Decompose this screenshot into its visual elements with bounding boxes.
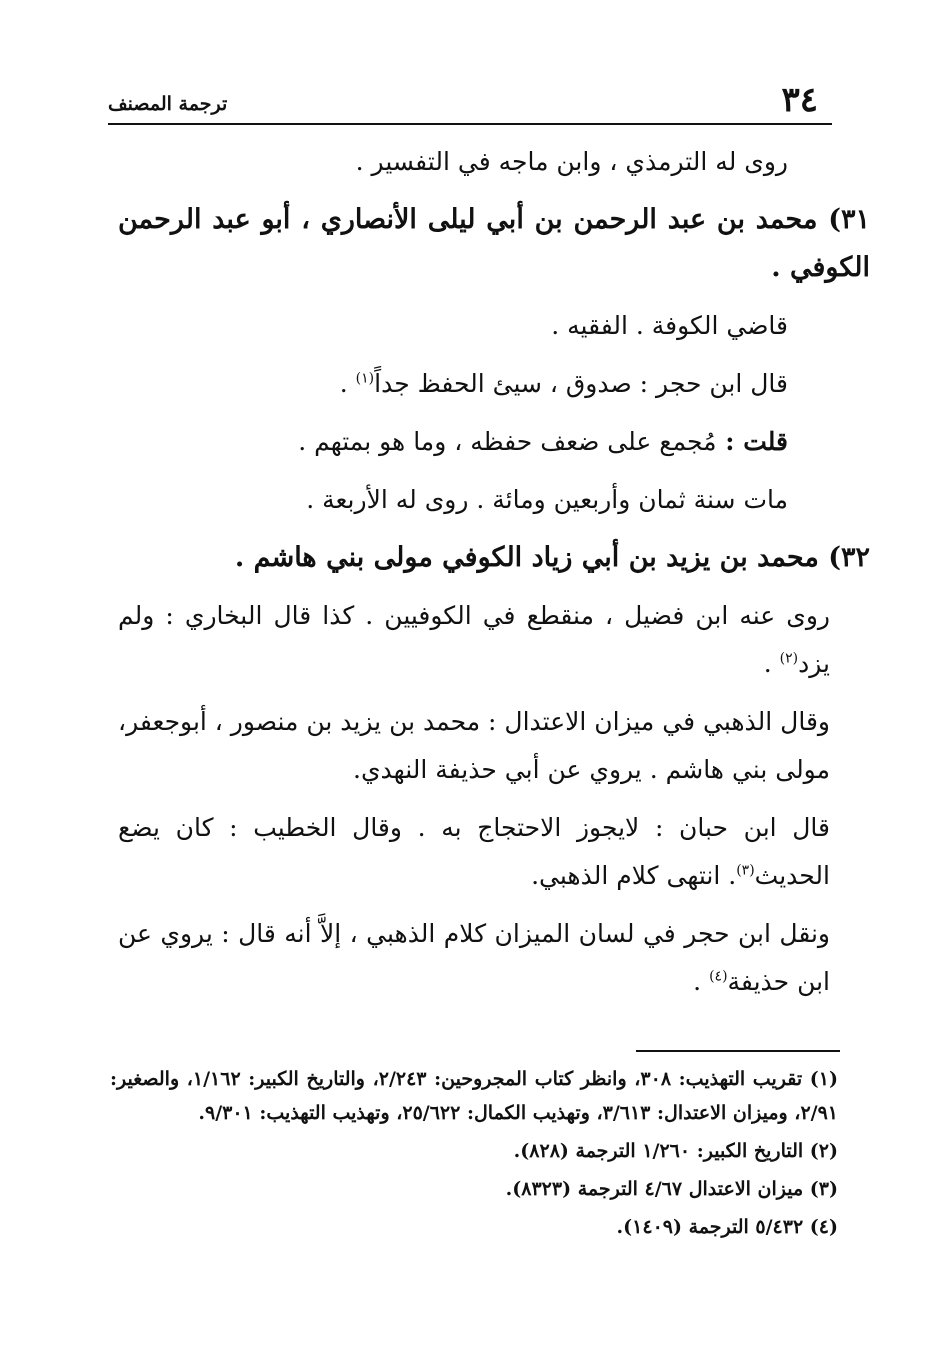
paragraph-text: . <box>693 967 710 996</box>
paragraph-text: مات سنة ثمان وأربعين ومائة . روى له الأربعة . <box>306 485 788 514</box>
paragraph-narrators <box>118 138 830 186</box>
paragraph-text: . <box>763 649 780 678</box>
running-title: ترجمة المصنف <box>108 93 228 115</box>
footnote: (١) تقريب التهذيب: ٣٠٨، وانظر كتاب المجروحين: ٢/٢٤٣، والتاريخ الكبير: ١/١٦٢، والصغير: ٢/٩١، وميزان الاعتدال: ٣/٦١٣، وتهذيب الكمال: ٢٥/٦٢٢، وتهذيب التهذيب: ٩/٣٠١. <box>110 1068 838 1124</box>
page-number: ٣٤ <box>781 80 818 120</box>
footnote-ref[interactable]: (٢) <box>779 650 799 667</box>
entry-32-paragraph <box>118 910 830 1006</box>
entry-32-paragraph <box>118 804 830 900</box>
header-rule <box>108 123 832 125</box>
paragraph-text: قاضي الكوفة . الفقيه . <box>551 311 788 340</box>
footnote: (٤) ٥/٤٣٢ الترجمة (١٤٠٩). <box>616 1216 838 1238</box>
main-text <box>118 138 870 1016</box>
paragraph-text: . <box>339 369 356 398</box>
page-header <box>108 78 832 126</box>
paragraph-text: روى له الترمذي ، وابن ماجه في التفسير . <box>355 147 788 176</box>
paragraph-lead: قلت : <box>716 427 788 456</box>
footnote: (٢) التاريخ الكبير: ١/٢٦٠ الترجمة (٨٢٨). <box>513 1140 838 1162</box>
footnote-ref[interactable]: (٣) <box>736 862 755 879</box>
footnote-ref[interactable]: (٤) <box>709 968 728 985</box>
entry-31-paragraph <box>118 418 830 466</box>
footnote-rule <box>636 1050 840 1052</box>
paragraph-text: قال ابن حجر : صدوق ، سيئ الحفظ جداً <box>374 369 788 398</box>
entry-32-paragraph <box>118 698 830 794</box>
paragraph-text: وقال الذهبي في ميزان الاعتدال : محمد بن يزيد بن منصور ، أبوجعفر، مولى بني هاشم . يروي عن أبي حذيفة النهدي. <box>118 707 830 784</box>
paragraph-text: روى عنه ابن فضيل ، منقطع في الكوفيين . كذا قال البخاري : ولم يزد <box>118 601 830 678</box>
paragraph-text: . انتهى كلام الذهبي. <box>531 861 737 890</box>
footnote: (٣) ميزان الاعتدال ٤/٦٧ الترجمة (٨٣٢٣). <box>505 1178 838 1200</box>
footnotes <box>110 1062 838 1248</box>
entry-31-paragraph <box>118 476 830 524</box>
entry-heading-text: ٣٢) محمد بن يزيد بن أبي زياد الكوفي مولى بني هاشم . <box>234 542 870 573</box>
entry-32-paragraph <box>118 592 830 688</box>
footnote-ref[interactable]: (١) <box>355 370 375 387</box>
paragraph-text: مُجمع على ضعف حفظه ، وما هو بمتهم . <box>298 427 717 456</box>
entry-31-paragraph <box>118 302 830 350</box>
entry-heading-text: ٣١) محمد بن عبد الرحمن بن أبي ليلى الأنصاري ، أبو عبد الرحمن الكوفي . <box>118 204 870 283</box>
entry-32-heading <box>118 534 870 582</box>
paragraph-text: قال ابن حبان : لايجوز الاحتجاج به . وقال الخطيب : كان يضع الحديث <box>118 813 830 890</box>
entry-31-paragraph <box>118 360 830 408</box>
paragraph-text: ونقل ابن حجر في لسان الميزان كلام الذهبي ، إلاَّ أنه قال : يروي عن ابن حذيفة <box>118 919 830 996</box>
entry-31-heading <box>118 196 870 292</box>
